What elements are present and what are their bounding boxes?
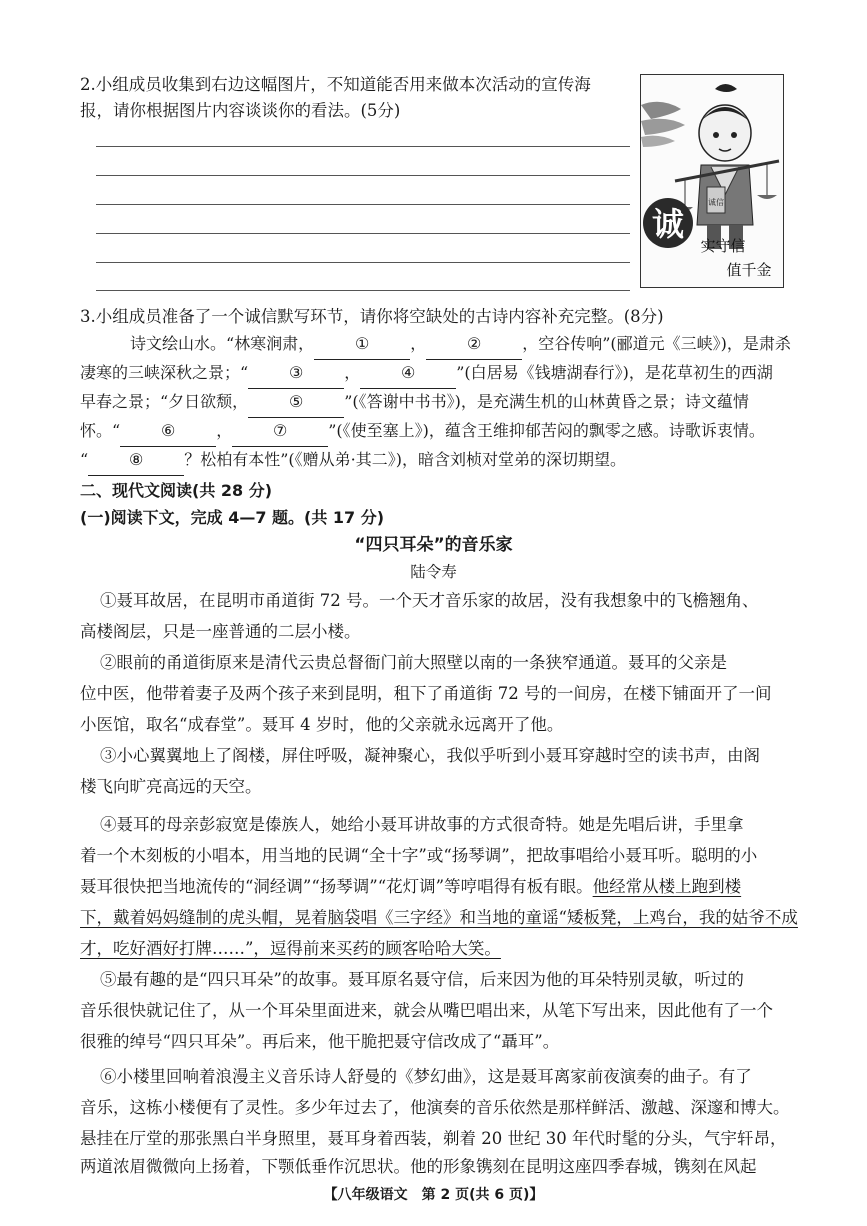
answer-line-3 [96,204,630,205]
answer-line-1 [96,146,630,147]
poem-text: 怀。“ [80,421,121,440]
para-5-line-1: ⑤最有趣的是“四只耳朵”的故事。聂耳原名聂守信，后来因为他的耳朵特别灵敏，听过的 [100,970,744,989]
q3-poem-line4 [80,416,765,447]
para-5-line-2: 音乐很快就记住了，从一个耳朵里面进来，就会从嘴巴唱出来，从笔下写出来，因此他有了一个 [80,1001,773,1020]
para-4-line-3 [80,871,741,902]
poem-text: ？松柏有本性”(《赠从弟·其二》)，暗含刘桢对堂弟的深切期望。 [184,450,626,469]
para-5-line-3: 很雅的绰号“四只耳朵”。再后来，他干脆把聂守信改成了“聶耳”。 [80,1032,560,1051]
para-2-line-3: 小医馆，取名“成春堂”。聂耳 4 岁时，他的父亲就永远离开了他。 [80,715,564,734]
q3-poem-line2 [80,358,773,389]
para-6-line-2: 音乐，这栋小楼便有了灵性。多少年过去了，他演奏的音乐依然是那样鲜活、激越、深邃和博大。 [80,1098,790,1117]
section-heading: 二、现代文阅读(共 28 分) [80,481,273,500]
section-subheading: (一)阅读下文，完成 4—7 题。(共 17 分) [80,508,385,527]
answer-line-5 [96,262,630,263]
poster-big-char: 诚 [651,205,685,243]
blank-6[interactable]: ⑥ [120,416,216,447]
merchant-illustration [641,75,783,287]
answer-line-4 [96,233,630,234]
para-4-line-5 [80,933,501,964]
blank-8[interactable]: ⑧ [88,445,184,476]
blank-1[interactable]: ① [314,329,410,360]
poem-text: ， [410,334,427,353]
q2-line2: 报，请你根据图片内容谈谈你的看法。(5分) [80,101,401,120]
page-footer: 【八年级语文 第 2 页(共 6 页)】 [323,1187,544,1203]
para-4-line-4: 下，戴着妈妈缝制的虎头帽，晃着脑袋唱《三字经》和当地的童谣“矮板凳，上鸡台，我的姑爷不成 [80,908,798,927]
article-title: “四只耳朵”的音乐家 [354,535,513,555]
para-1-line-2: 高楼阁层，只是一座普通的二层小楼。 [80,622,361,641]
para-6-line-3: 悬挂在厅堂的那张黑白半身照里，聂耳身着西装，剃着 20 世纪 30 年代时髦的分头，气宇轩昂， [80,1129,787,1148]
answer-line-2 [96,175,630,176]
blank-2[interactable]: ② [426,329,522,360]
para-1-line-1: ①聂耳故居，在昆明市甬道街 72 号。一个天才音乐家的故居，没有我想象中的飞檐翘角、 [100,591,759,610]
underlined-sentence: 他经常从楼上跑到楼 [592,877,742,896]
blank-4[interactable]: ④ [360,358,456,389]
blank-5[interactable]: ⑤ [248,387,344,418]
para-2-line-1: ②眼前的甬道街原来是清代云贵总督衙门前大照壁以南的一条狭窄通道。聂耳的父亲是 [100,653,727,672]
blank-7[interactable]: ⑦ [232,416,328,447]
answer-line-6 [96,290,630,291]
para-4-line-2: 着一个木刻板的小唱本，用当地的民调“全十字”或“扬琴调”，把故事唱给小聂耳听。聪明的小 [80,846,758,865]
poem-text: ”(《答谢中书书》)，是充满生机的山林黄昏之景；诗文蕴情 [344,392,749,411]
poem-text: ， [216,421,233,440]
poster-slogan-line2: 值千金 [726,261,772,279]
poem-text: “ [80,450,89,469]
para-4-text: 聂耳很快把当地流传的“洞经调”“扬琴调”“花灯调”等哼唱得有板有眼。 [80,877,593,896]
q3-poem-line5 [80,445,626,476]
poem-text: ”(白居易《钱塘湖春行》)，是花草初生的西湖 [456,363,773,382]
blank-3[interactable]: ③ [248,358,344,389]
q3-title: 3.小组成员准备了一个诚信默写环节，请你将空缺处的古诗内容补充完整。(8分) [80,307,664,326]
q3-poem-line3 [80,387,749,418]
article-author: 陆令寿 [410,563,457,581]
poster-slogan-line1: 实守信 [700,237,746,255]
q3-poem-line1 [130,329,791,360]
poem-text: 诗文绘山水。“林寒涧肃， [130,334,315,353]
para-3-line-2: 楼飞向旷亮高远的天空。 [80,777,262,796]
poem-text: ， [344,363,361,382]
bag-label: 诚信 [708,198,724,207]
underlined-sentence: 才，吃好酒好打牌……”，逗得前来买药的顾客哈哈大笑。 [80,939,501,958]
para-2-line-2: 位中医，他带着妻子及两个孩子来到昆明，租下了甬道街 72 号的一间房，在楼下铺面开了一间 [80,684,772,703]
poem-text: 早春之景；“夕日欲颓， [80,392,249,411]
para-6-line-1: ⑥小楼里回响着浪漫主义音乐诗人舒曼的《梦幻曲》，这是聂耳离家前夜演奏的曲子。有了 [100,1067,752,1086]
para-6-line-4: 两道浓眉微微向上扬着，下颚低垂作沉思状。他的形象镌刻在昆明这座四季春城，镌刻在风起 [80,1157,757,1176]
para-4-line-1: ④聂耳的母亲彭寂宽是傣族人，她给小聂耳讲故事的方式很奇特。她是先唱后讲，手里拿 [100,815,744,834]
poem-text: 凄寒的三峡深秋之景；“ [80,363,249,382]
q2-line1: 2.小组成员收集到右边这幅图片，不知道能否用来做本次活动的宣传海 [80,75,591,94]
poem-text: ”(《使至塞上》)，蕴含王维抑郁苦闷的飘零之感。诗歌诉衷情。 [328,421,765,440]
integrity-poster-image [640,74,784,288]
poem-text: ，空谷传响”(郦道元《三峡》)，是肃杀 [522,334,791,353]
para-3-line-1: ③小心翼翼地上了阁楼，屏住呼吸，凝神聚心，我似乎听到小聂耳穿越时空的读书声，由阁 [100,746,760,765]
